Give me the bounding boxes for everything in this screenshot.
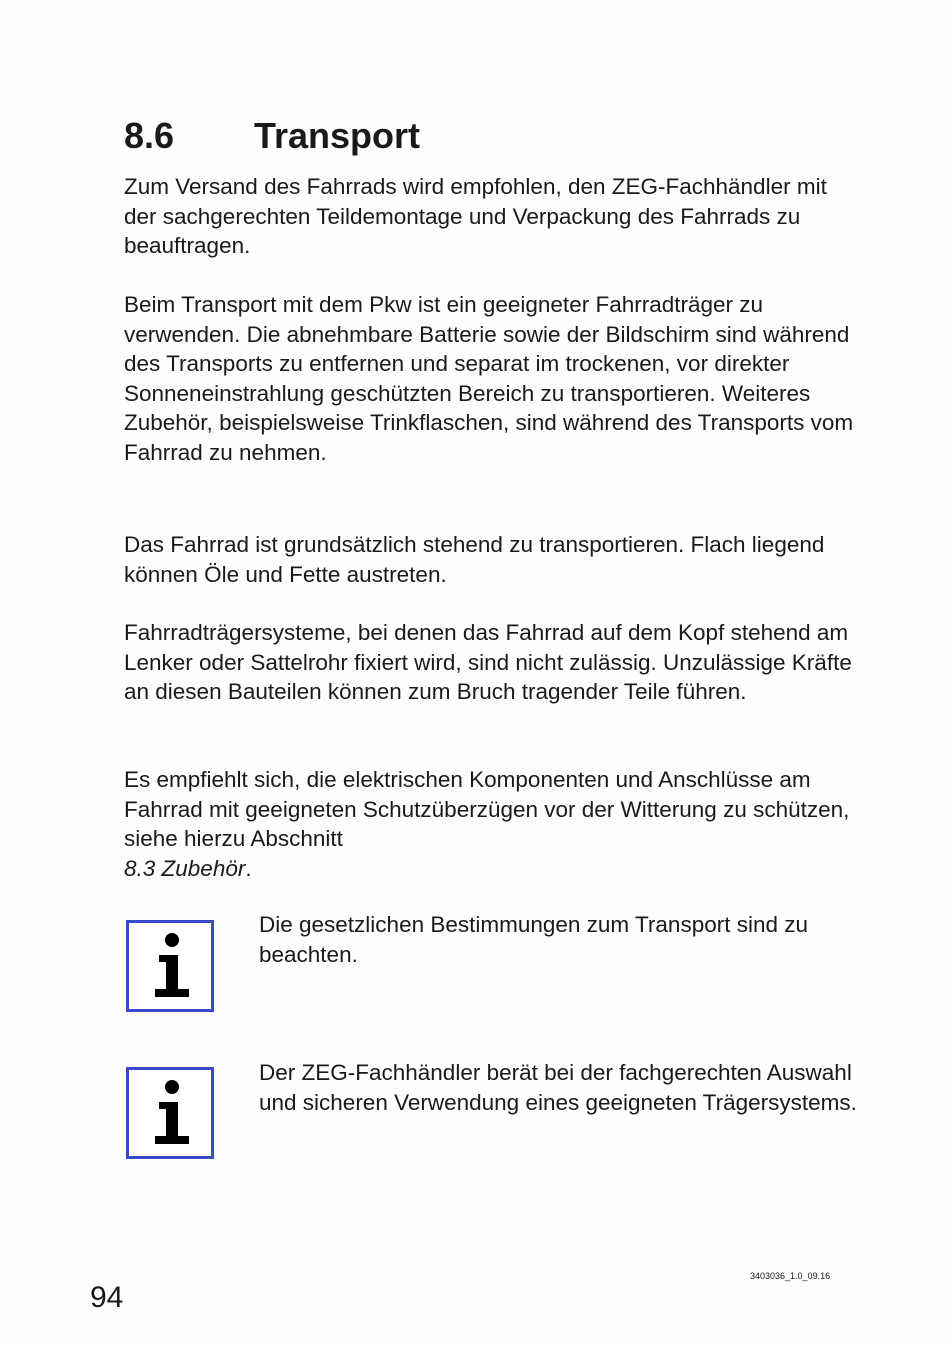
document-code: 3403036_1.0_09.16 (750, 1271, 831, 1281)
paragraph-carrier-systems: Fahrradträgersysteme, bei denen das Fahrrad auf dem Kopf stehend am Lenker oder Sattelrohr fixiert wird, sind nicht zulässig. Unzulässige Kräfte an diesen Bauteilen können zum Bruch tragender Teile führen. (124, 620, 852, 705)
note-dealer-advice: Der ZEG-Fachhändler berät bei der fachgerechten Auswahl und sicheren Verwendung eines geeigneten Trägersystems. (259, 1060, 857, 1115)
page-number: 94 (90, 1281, 124, 1314)
section-reference-link[interactable]: 8.3 Zubehör (124, 855, 246, 881)
info-icon-stem (166, 1102, 178, 1140)
paragraph-shipping: Zum Versand des Fahrrads wird empfohlen, den ZEG-Fachhändler mit der sachgerechten Teildemontage und Verpackung des Fahrrads zu beauftragen. (124, 174, 827, 259)
info-icon-dot (165, 1080, 179, 1094)
paragraph-upright-transport: Das Fahrrad ist grundsätzlich stehend zu transportieren. Flach liegend können Öle und Fette austreten. (124, 532, 825, 587)
paragraph-car-transport: Beim Transport mit dem Pkw ist ein geeigneter Fahrradträger zu verwenden. Die abnehmbare Batterie sowie der Bildschirm sind während des Transports zu entfernen und separat im trockenen, vor direkter Sonneneinstrahlung geschützten Bereich zu transportieren. Weiteres Zubehör, beispielsweise Trinkflaschen, sind während des Transports vom Fahrrad zu nehmen. (124, 292, 854, 465)
info-icon-serif-base (155, 1136, 189, 1144)
info-icon (126, 1067, 214, 1159)
section-heading (124, 112, 420, 160)
paragraph-end-period: . (245, 855, 252, 881)
section-number: 8.6 (124, 115, 175, 156)
section-title: Transport (254, 115, 421, 156)
note-legal-regulations: Die gesetzlichen Bestimmungen zum Transport sind zu beachten. (259, 912, 809, 967)
info-icon-serif-base (155, 989, 189, 997)
info-icon (126, 920, 214, 1012)
info-icon-stem (166, 955, 178, 993)
info-icon-dot (165, 933, 179, 947)
paragraph-weather-protection-text: Es empfiehlt sich, die elektrischen Komponenten und Anschlüsse am Fahrrad mit geeigneten Schutzüberzügen vor der Witterung zu schützen, siehe hierzu Abschnitt (124, 767, 850, 852)
paragraph-weather-protection (124, 765, 854, 883)
